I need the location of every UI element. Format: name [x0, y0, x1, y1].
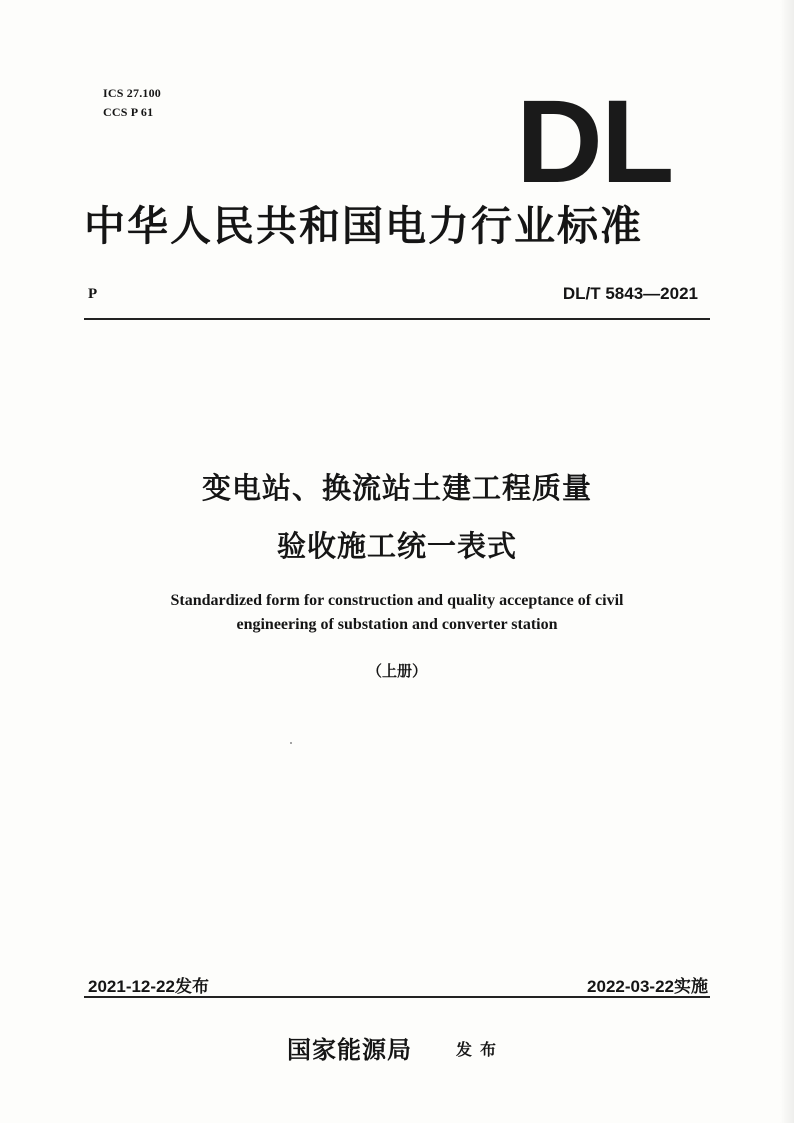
- industry-standard-heading: 中华人民共和国电力行业标准: [84, 202, 643, 250]
- implementation-date: 2022-03-22实施: [587, 977, 708, 996]
- title-en-line2: engineering of substation and converter station: [236, 616, 558, 633]
- volume-label: （上册）: [366, 662, 427, 680]
- standard-number: DL/T 5843—2021: [562, 284, 698, 303]
- title-cn-line1: 变电站、换流站土建工程质量: [201, 471, 592, 505]
- classification-codes: [103, 84, 161, 122]
- header-divider: [84, 318, 710, 320]
- dl-logo: DL: [516, 76, 673, 208]
- category-code: P: [88, 286, 98, 302]
- title-cn-line2: 验收施工统一表式: [276, 529, 517, 563]
- ics-code: ICS 27.100: [103, 86, 162, 100]
- footer-divider: [84, 996, 710, 998]
- scan-speck: [290, 742, 292, 744]
- publisher-name: 国家能源局: [287, 1035, 412, 1064]
- publish-label: 发布: [456, 1040, 505, 1059]
- issue-date: 2021-12-22发布: [88, 977, 209, 996]
- ccs-code: CCS P 61: [103, 105, 154, 119]
- title-en-line1: Standardized form for construction and quality acceptance of civil: [170, 592, 624, 609]
